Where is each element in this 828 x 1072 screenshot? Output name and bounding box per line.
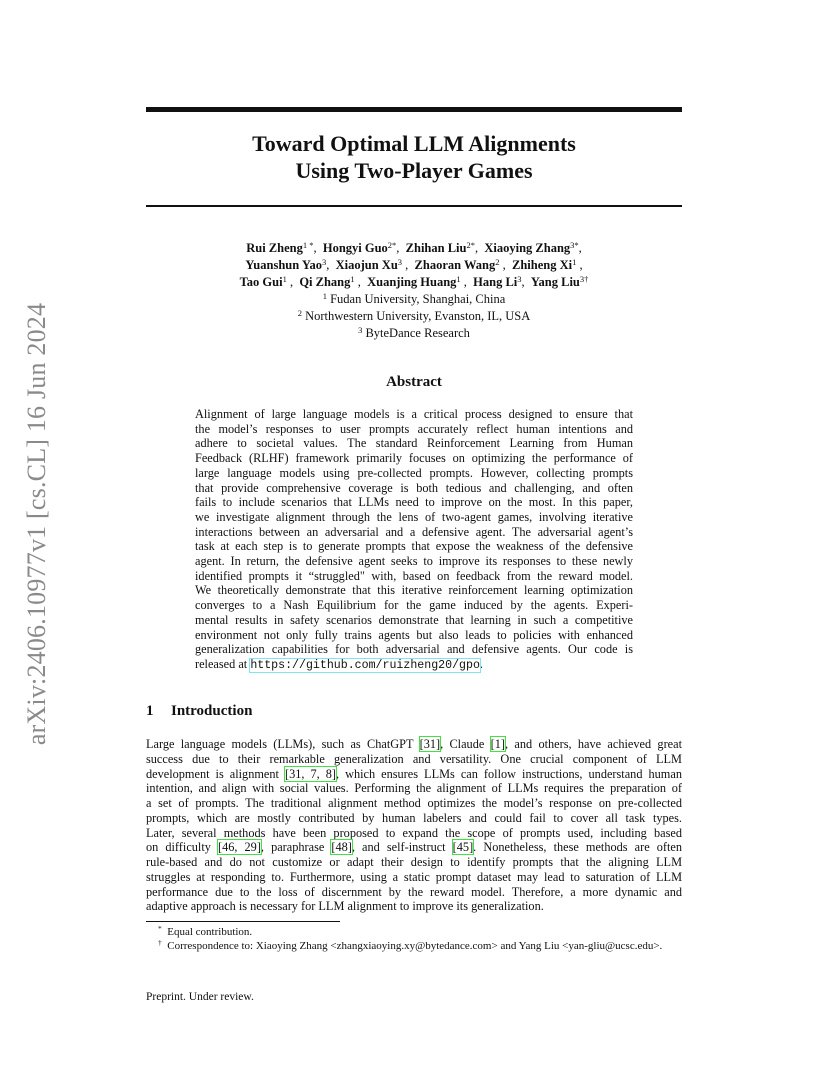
author-name: Xuanjing Huang$^1$ xyxy=(367,274,461,289)
arxiv-id-text: arXiv:2406.10977v1 [cs.CL] 16 Jun 2024 xyxy=(22,302,51,746)
author-name: Rui Zheng$^{1 *}$ xyxy=(246,240,314,255)
intro-line: adaptive approach is necessary for LLM alignment to improve its generalization. xyxy=(146,899,544,914)
footnote-rule xyxy=(146,921,340,922)
section-number: 1 xyxy=(146,703,154,719)
abstract-line: environment not only fully trains agents but also leads to policies with enhanced xyxy=(195,627,633,642)
intro-line: Later, several methods have been proposed to expand the scope of prompts used, including based xyxy=(146,825,682,840)
citation-link[interactable]: [46, 29] xyxy=(217,840,261,855)
affiliation: $^1$ Fudan University, Shanghai, China xyxy=(322,291,506,306)
author-line-1: Rui Zheng$^{1 *}$, Hongyi Guo$^{2*}$, Zhihan Liu$^{2*}$, Xiaoying Zhang$^{3*}$, xyxy=(246,240,582,255)
section-heading-introduction xyxy=(146,703,252,720)
author-name: Zhihan Liu$^{2*}$ xyxy=(405,240,475,255)
author-name: Yuanshun Yao$^3$ xyxy=(245,257,327,272)
title-line-1: Toward Optimal LLM Alignments xyxy=(252,131,576,156)
intro-line: on difficulty [46, 29], paraphrase [48], and self-instruct [45]. Nonetheless, these methods are often xyxy=(146,840,682,855)
code-repository-link[interactable]: https://github.com/ruizheng20/gpo xyxy=(250,658,480,672)
footnote-equal-contribution: * Equal contribution. xyxy=(158,924,253,938)
author-name: Yang Liu$^{3\dagger}$ xyxy=(530,274,589,289)
abstract-line: fails to include scenarios that LLMs need to improve on the most. In this paper, xyxy=(195,495,633,510)
author-line-3: Tao Gui$^1$ , Qi Zhang$^1$ , Xuanjing Huang$^1$ , Hang Li$^3$, Yang Liu$^{3\dagger}$ xyxy=(239,274,589,289)
abstract-line: Alignment of large language models is a critical process designed to ensure that xyxy=(195,407,633,421)
abstract-line: large language models using pre-collected prompts. However, collecting prompts xyxy=(195,465,633,480)
author-name: Hang Li$^3$ xyxy=(473,274,522,289)
citation-link[interactable]: [48] xyxy=(331,840,352,855)
title-line-2: Using Two-Player Games xyxy=(295,158,533,183)
abstract-line: adhere to societal values. The standard Reinforcement Learning from Human xyxy=(195,436,633,451)
author-name: Zhiheng Xi$^1$ xyxy=(511,257,577,272)
section-title: Introduction xyxy=(171,703,253,719)
abstract-line: identified prompts it “struggled" with, based on feedback from the reward model. xyxy=(195,568,633,583)
abstract-line: Feedback (RLHF) framework primarily focuses on optimizing the performance of xyxy=(195,451,633,466)
abstract-line: agent. In return, the defensive agent seeks to improve its responses to these newly xyxy=(195,554,633,569)
abstract-line: interactions between an adversarial and a defensive agent. The adversarial agent’s xyxy=(195,524,633,539)
paper-title xyxy=(146,130,682,184)
author-name: Xiaoying Zhang$^{3*}$ xyxy=(484,240,579,255)
affiliations xyxy=(146,291,682,342)
citation-link[interactable]: [31] xyxy=(419,737,441,751)
intro-line: a set of prompts. The traditional alignment method optimizes the model’s response on pre-collected xyxy=(146,796,682,810)
preprint-notice: Preprint. Under review. xyxy=(146,991,254,1003)
abstract-line: that provide comprehensive coverage is both tedious and challenging, and often xyxy=(195,480,633,495)
intro-line: struggles at responding to. Furthermore, using a static prompt dataset may lead to saturation of LLM xyxy=(146,869,682,884)
footnote-correspondence: † Correspondence to: Xiaoying Zhang <zhangxiaoying.xy@bytedance.com> and Yang Liu <yan-gliu@ucsc.edu>. xyxy=(158,938,663,952)
citation-link[interactable]: [45] xyxy=(452,840,474,855)
abstract-line: mental results in safety scenarios demonstrate that learning in such a competitive xyxy=(195,612,633,627)
author-block xyxy=(146,240,682,342)
author-name: Xiaojun Xu$^3$ xyxy=(335,257,403,272)
abstract-line: We theoretically demonstrate that this iterative reinforcement learning optimization xyxy=(195,583,633,598)
abstract-line: released at https://github.com/ruizheng20/gpo. xyxy=(195,656,483,672)
author-name: Qi Zhang$^1$ xyxy=(299,274,355,289)
title-bottom-rule xyxy=(146,205,682,207)
intro-line: intention, and align with social values. Performing the alignment of LLMs requires the preparation of xyxy=(146,781,682,796)
title-top-rule xyxy=(146,107,682,112)
author-name: Hongyi Guo$^{2*}$ xyxy=(322,240,397,255)
introduction-body xyxy=(146,737,682,914)
author-name: Tao Gui$^1$ xyxy=(239,274,287,289)
abstract-line: we investigate alignment through the lens of two-agent games, involving iterative xyxy=(195,509,633,524)
abstract-line: converges to a Nash Equilibrium for the game induced by the agents. Experi- xyxy=(195,598,633,613)
intro-line: prompts, which are mostly contributed by human labelers and could fail to cover all task types. xyxy=(146,810,682,825)
footnotes xyxy=(146,925,682,953)
citation-link[interactable]: [1] xyxy=(490,737,505,751)
author-line-2: Yuanshun Yao$^3$, Xiaojun Xu$^3$ , Zhaoran Wang$^2$ , Zhiheng Xi$^1$ , xyxy=(245,257,583,272)
intro-line: rule-based and do not customize or adapt their design to identify prompts that the aligning LLM xyxy=(146,855,682,869)
intro-line: performance due to the loss of discernment by the reward model. Therefore, a more dynamic and xyxy=(146,884,682,899)
author-name: Zhaoran Wang$^2$ xyxy=(414,257,500,272)
affiliation: $^3$ ByteDance Research xyxy=(358,325,470,340)
abstract-heading: Abstract xyxy=(386,374,442,390)
intro-line: Large language models (LLMs), such as ChatGPT [31], Claude [1], and others, have achieved great xyxy=(146,737,682,751)
intro-line: success due to their remarkable generalization and versatility. One crucial component of LLM xyxy=(146,751,682,766)
citation-link[interactable]: [31, 7, 8] xyxy=(284,766,336,781)
abstract-body xyxy=(195,407,633,674)
abstract-line: the model’s responses to user prompts accurately reflect human intentions and xyxy=(195,421,633,436)
abstract-line: generalization capabilities for both adversarial and defensive agents. Our code is xyxy=(195,642,633,657)
abstract-line: task at each step is to generate prompts that expose the weakness of the defensive xyxy=(195,539,633,554)
intro-line: development is alignment [31, 7, 8], which ensures LLMs can follow instructions, understand human xyxy=(146,766,682,781)
affiliation: $^2$ Northwestern University, Evanston, IL, USA xyxy=(297,308,531,323)
